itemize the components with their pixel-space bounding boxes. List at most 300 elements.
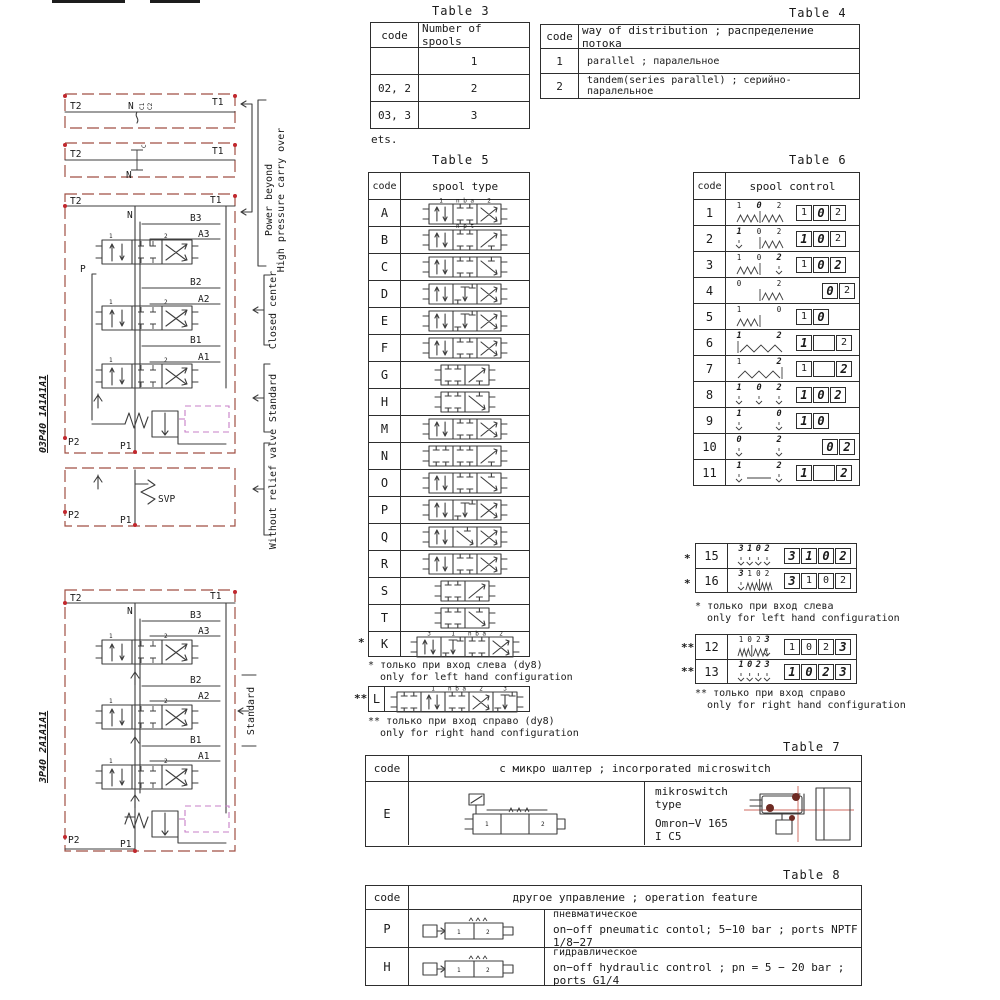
control-symbol: [726, 382, 792, 407]
table3-footnote: ets.: [371, 133, 398, 146]
svg-text:0: 0: [736, 278, 742, 288]
cell-code: Q: [369, 524, 401, 550]
port-label: C: [141, 144, 148, 148]
svg-text:2: 2: [776, 200, 782, 210]
svg-text:1: 1: [736, 408, 742, 419]
svg-text:3: 3: [764, 659, 770, 670]
cell-value: 3: [470, 108, 478, 122]
position-boxes: [792, 304, 859, 329]
cell-code: O: [369, 470, 401, 496]
svg-text:2: 2: [776, 226, 782, 236]
position-box: 0: [818, 548, 834, 564]
port-label: P2: [68, 437, 80, 448]
control-symbol: [726, 304, 792, 329]
port-label: B3: [190, 610, 202, 621]
cell-code: 02, 2: [371, 75, 419, 101]
spool-symbol: [401, 416, 529, 442]
table5-row-M: [369, 415, 529, 442]
table6-row-11: [694, 459, 859, 485]
cell-code: 15: [696, 544, 728, 568]
control-symbol: [726, 356, 792, 381]
table6-row-2: [694, 225, 859, 251]
position-box: 0: [813, 413, 829, 429]
svg-text:0: 0: [756, 568, 761, 578]
column-header: code: [369, 173, 401, 199]
valve-schematic: [409, 782, 645, 845]
footnote-mark: **: [681, 665, 695, 678]
port-label: N: [127, 606, 133, 617]
position-box: 0: [813, 205, 829, 221]
cell-code: T: [369, 605, 401, 631]
control-symbol: [726, 460, 792, 485]
side-label-standard: Standard: [246, 686, 257, 736]
table-4: [540, 24, 860, 99]
position-box: 1: [796, 465, 812, 481]
cell-code: D: [369, 281, 401, 307]
position-boxes: [780, 660, 856, 683]
table6-row-10: [694, 433, 859, 459]
port-label: SVP: [158, 494, 176, 505]
microswitch-model: Omron−V 165 I C5: [655, 816, 728, 843]
svg-text:0: 0: [776, 408, 782, 419]
feature-name-ru: пневматическое: [553, 908, 638, 920]
spool-symbol: [401, 605, 529, 631]
svg-text:0: 0: [736, 434, 742, 445]
position-box: 3: [784, 573, 800, 589]
spool-symbol: [401, 578, 529, 604]
position-box: 0: [818, 573, 834, 589]
port-label: T1: [212, 97, 224, 108]
cell-code: 1: [694, 200, 726, 225]
cell-code: 8: [694, 382, 726, 407]
spool-symbol: [401, 524, 529, 550]
table-row: [371, 47, 529, 74]
port-label: P1: [120, 515, 132, 526]
column-header: spool control: [749, 179, 836, 193]
side-label-closed-center: Closed center: [268, 270, 279, 350]
position-box: 0: [813, 231, 829, 247]
table-row: [371, 101, 529, 128]
cell-code: E: [369, 308, 401, 334]
port-label: A2: [198, 691, 210, 702]
table6-note-right: ** только при вход справо only for right hand configuration: [695, 688, 906, 711]
cell-code: 6: [694, 330, 726, 355]
option-box-without-relief: [63, 468, 235, 527]
svg-text:2: 2: [487, 197, 491, 205]
cell-code: 11: [694, 460, 726, 485]
cell-value: tandem(series parallel) ; серийно-паралельное: [587, 75, 792, 97]
table5-row-P: [369, 496, 529, 523]
svg-text:2: 2: [499, 630, 503, 638]
table6-row-3: [694, 251, 859, 277]
position-box: [813, 361, 835, 377]
footnote-mark: **: [681, 641, 695, 654]
table6-row-7: [694, 355, 859, 381]
position-boxes: [792, 226, 859, 251]
svg-text:3: 3: [503, 685, 507, 693]
cell-code: 03, 3: [371, 102, 419, 128]
position-boxes: [792, 408, 859, 433]
control-symbol: [726, 226, 792, 251]
cell-code: 3: [694, 252, 726, 277]
side-label-without-relief: Without relief valve: [268, 428, 279, 550]
cell-code: N: [369, 443, 401, 469]
valve-pos-label: 1: [484, 820, 489, 828]
column-header: spool type: [431, 179, 499, 193]
table7-title: Table 7: [783, 740, 841, 754]
cell-code: A: [369, 200, 401, 226]
port-label: P2: [68, 835, 80, 846]
port-label: N: [126, 170, 132, 181]
position-boxes: [780, 635, 856, 659]
table-row: [366, 909, 861, 947]
cropped-header-strip: [150, 0, 200, 3]
table-6: [693, 172, 860, 486]
port-label: P1: [120, 441, 132, 452]
cell-code: 2: [694, 226, 726, 251]
cell-value: parallel ; паралельное: [587, 55, 720, 67]
control-symbol: [728, 660, 780, 683]
table5-special-row-L: [368, 686, 530, 712]
spool-symbol: [401, 227, 529, 253]
position-box: 2: [835, 548, 851, 564]
svg-text:n b a: n b a: [447, 685, 467, 693]
table5-row-F: [369, 334, 529, 361]
table6-extra-left: [695, 543, 857, 593]
table6-row-8: [694, 381, 859, 407]
position-box: 2: [830, 257, 846, 273]
spool-symbol: [401, 551, 529, 577]
position-boxes: [792, 434, 859, 459]
valve-pos-label: 2: [485, 966, 490, 974]
svg-text:0: 0: [747, 635, 752, 644]
control-symbol: [726, 200, 792, 225]
valve-schematic: [409, 910, 545, 947]
port-label: B3: [190, 213, 202, 224]
svg-text:1: 1: [736, 382, 742, 393]
valve-pos-label: 2: [540, 820, 545, 828]
table6-row-15: [696, 544, 856, 568]
table5-row-B: [369, 226, 529, 253]
svg-text:2: 2: [776, 434, 782, 445]
table6-row-1: [694, 199, 859, 225]
position-box: 2: [836, 335, 852, 351]
table-row: [541, 48, 859, 73]
control-symbol: [726, 330, 792, 355]
cell-code: C: [369, 254, 401, 280]
position-box: 2: [839, 283, 855, 299]
port-label: T2: [70, 101, 82, 112]
position-box: 1: [801, 573, 817, 589]
main-valve-circuit: [63, 194, 237, 454]
table4-title: Table 4: [789, 6, 847, 20]
position-box: 1: [796, 361, 812, 377]
svg-text:2: 2: [776, 278, 782, 288]
table5-row-K: [369, 632, 529, 656]
cell-code: 5: [694, 304, 726, 329]
valve-pos-label: 2: [485, 928, 490, 936]
position-box: 0: [801, 664, 817, 680]
cell-code: 7: [694, 356, 726, 381]
svg-text:2: 2: [776, 460, 782, 471]
table6-row-4: [694, 277, 859, 303]
svg-text:0: 0: [776, 304, 782, 314]
port-label: T1: [212, 146, 224, 157]
position-box: 1: [796, 257, 812, 273]
port-label: B1: [190, 335, 202, 346]
spool-symbol: [401, 632, 529, 656]
position-boxes: [792, 200, 859, 225]
svg-text:3: 3: [427, 630, 431, 638]
svg-text:1: 1: [747, 544, 753, 554]
port-label: A3: [198, 229, 210, 240]
port-label: T2: [70, 196, 82, 207]
feature-spec: on−off pneumatic contol; 5−10 bar ; ports NPTF 1/8−27: [553, 922, 858, 949]
table6-row-13: [696, 659, 856, 683]
port-label: T2: [70, 149, 82, 160]
svg-text:0: 0: [756, 382, 762, 393]
svg-text:n b a: n b a: [455, 197, 475, 205]
position-box: 2: [830, 231, 846, 247]
port-label: A2: [198, 294, 210, 305]
cell-code: E: [366, 782, 409, 845]
position-boxes: [792, 252, 859, 277]
position-box: 1: [796, 335, 812, 351]
table5-row-D: [369, 280, 529, 307]
microswitch-type-label: mikroswitch type: [655, 784, 728, 811]
position-box: 0: [822, 283, 838, 299]
valve-pos-label: 1: [456, 966, 461, 974]
spool-symbol: [401, 362, 529, 388]
table-row: [541, 73, 859, 98]
port-label: A1: [198, 352, 210, 363]
table-5: [368, 172, 530, 632]
table5-row-Q: [369, 523, 529, 550]
port-label: P1: [120, 839, 132, 850]
cell-code: S: [369, 578, 401, 604]
svg-text:0: 0: [756, 226, 762, 236]
table5-row-G: [369, 361, 529, 388]
cell-code: H: [366, 948, 409, 985]
port-label: A3: [198, 626, 210, 637]
table6-title: Table 6: [789, 153, 847, 167]
table5-special-row-K: [368, 631, 530, 657]
svg-text:1: 1: [451, 630, 455, 638]
position-boxes: [792, 278, 859, 303]
svg-text:2: 2: [479, 685, 483, 693]
position-boxes: [792, 382, 859, 407]
spool-symbol: [401, 308, 529, 334]
svg-text:n b a: n b a: [467, 630, 487, 638]
position-box: 2: [818, 639, 834, 655]
column-header: с микро шалтер ; incorporated microswitch: [499, 762, 771, 775]
control-symbol: [726, 252, 792, 277]
table6-row-5: [694, 303, 859, 329]
column-header: Number of spools: [422, 22, 482, 48]
svg-text:0: 0: [755, 544, 761, 554]
table5-row-S: [369, 577, 529, 604]
position-box: 1: [796, 413, 812, 429]
svg-text:3: 3: [764, 635, 770, 645]
option-box-power-beyond: [63, 94, 237, 128]
table6-row-12: [696, 635, 856, 659]
position-box: 2: [836, 465, 852, 481]
cell-code: 9: [694, 408, 726, 433]
table-row: [371, 74, 529, 101]
svg-text:3: 3: [738, 568, 744, 579]
microswitch-drawing: [733, 782, 861, 845]
cell-code: 1: [541, 49, 579, 73]
cell-code: B: [369, 227, 401, 253]
hydraulic-diagram-top: 1 2 T2 N T1 C1 C2 T2 C N T1 T2 T1 N B3 A3 P B2 A2 B1 A1 P2 P1 SVP P2 P1 03P40 1A1A1A1 Power beyond High pressure carry over Closed center Standard Without relief valve: [37, 81, 287, 550]
side-label-power-beyond: Power beyond: [264, 163, 275, 237]
column-header: code: [366, 886, 409, 909]
port-label: C2: [147, 102, 154, 110]
valve-pos-label: 1: [456, 928, 461, 936]
cell-code: P: [366, 910, 409, 947]
table-row: [366, 947, 861, 985]
side-label-standard: Standard: [268, 373, 279, 423]
table3-title: Table 3: [432, 4, 490, 18]
svg-text:2: 2: [764, 568, 770, 578]
table6-row-16: [696, 568, 856, 592]
cell-code: 13: [696, 660, 728, 683]
position-boxes: [780, 544, 856, 568]
control-symbol: [728, 635, 780, 659]
spool-symbol: [401, 497, 529, 523]
position-box: 1: [796, 231, 812, 247]
control-symbol: [726, 434, 792, 459]
svg-text:2: 2: [776, 382, 782, 393]
spool-symbol: [401, 389, 529, 415]
table5-row-T: [369, 604, 529, 631]
footnote-mark: *: [684, 577, 691, 590]
svg-text:2: 2: [776, 330, 782, 341]
svg-text:1: 1: [736, 304, 742, 314]
table-7: [365, 755, 862, 847]
position-box: 3: [784, 548, 800, 564]
port-label: N: [128, 101, 134, 112]
cell-code: [371, 48, 419, 74]
column-header: way of distribution ; распределение потока: [582, 23, 814, 50]
svg-text:1: 1: [747, 568, 752, 578]
svg-text:1: 1: [738, 659, 744, 670]
position-boxes: [780, 569, 856, 592]
port-label: T1: [210, 195, 222, 206]
position-box: 1: [784, 639, 800, 655]
position-box: [813, 465, 835, 481]
cell-code: 12: [696, 635, 728, 659]
hydraulic-diagram-bottom: [30, 583, 292, 875]
port-label: P2: [68, 510, 80, 521]
cell-code: M: [369, 416, 401, 442]
table6-row-9: [694, 407, 859, 433]
position-box: 1: [796, 309, 812, 325]
table5-title: Table 5: [432, 153, 490, 167]
position-box: 0: [813, 387, 829, 403]
svg-text:0: 0: [747, 659, 753, 670]
spool-symbol: [401, 470, 529, 496]
position-box: 2: [836, 361, 852, 377]
cell-code: R: [369, 551, 401, 577]
cropped-header-strip: [52, 0, 125, 3]
position-box: 2: [839, 439, 855, 455]
spool-symbol: [401, 443, 529, 469]
control-symbol: [726, 408, 792, 433]
svg-text:2: 2: [776, 252, 782, 263]
svg-text:3: 3: [738, 544, 744, 554]
port-label: N: [127, 210, 133, 221]
option-box-closed-center: [63, 143, 237, 181]
table5-row-L: [369, 687, 529, 711]
table5-note-left: * только при вход слева (dу8) only for left hand configuration: [368, 660, 573, 683]
svg-text:1: 1: [736, 330, 742, 341]
table5-row-O: [369, 469, 529, 496]
spool-symbol: [401, 197, 529, 230]
svg-text:0: 0: [756, 252, 762, 262]
table5-note-right: ** только при вход справо (dу8) only for right hand configuration: [368, 716, 579, 739]
spool-symbol: [401, 254, 529, 280]
position-box: 3: [835, 639, 851, 655]
position-box: [813, 335, 835, 351]
table5-row-H: [369, 388, 529, 415]
feature-spec: on−off hydraulic control ; pn = 5 − 20 bar ; ports G1/4: [553, 960, 845, 987]
port-label: C1: [139, 102, 146, 110]
table5-row-C: [369, 253, 529, 280]
position-box: 0: [813, 257, 829, 273]
port-label: A1: [198, 751, 210, 762]
table-8: [365, 885, 862, 986]
position-box: 1: [796, 387, 812, 403]
port-label: T1: [210, 591, 222, 602]
cell-code: K: [369, 632, 401, 656]
port-label: P: [80, 264, 86, 275]
svg-text:2: 2: [755, 659, 761, 670]
cell-code: 10: [694, 434, 726, 459]
table6-row-6: [694, 329, 859, 355]
diagram-title: 3P40 2A1A1A1: [38, 710, 49, 783]
svg-text:1: 1: [431, 685, 435, 693]
position-boxes: [792, 330, 859, 355]
svg-text:1: 1: [738, 635, 744, 644]
side-label-carry-over: High pressure carry over: [276, 127, 287, 273]
cell-code: P: [369, 497, 401, 523]
cell-code: 2: [541, 74, 579, 98]
position-box: 2: [830, 387, 846, 403]
table8-title: Table 8: [783, 868, 841, 882]
cell-code: 4: [694, 278, 726, 303]
svg-text:1: 1: [736, 226, 742, 237]
column-header: code: [541, 25, 579, 48]
position-boxes: [792, 356, 859, 381]
svg-text:1: 1: [736, 356, 742, 366]
table-row: [366, 781, 861, 845]
position-box: 0: [801, 639, 817, 655]
table6-extra-right: [695, 634, 857, 684]
table6-note-left: * только при вход слева only for left hand configuration: [695, 601, 900, 624]
table5-row-R: [369, 550, 529, 577]
cell-code: L: [369, 687, 385, 711]
svg-text:1: 1: [736, 252, 742, 262]
position-boxes: [792, 460, 859, 485]
control-symbol: [728, 544, 780, 568]
position-box: 0: [813, 309, 829, 325]
column-header: другое управление ; operation feature: [512, 891, 758, 904]
spool-symbol: [401, 335, 529, 361]
svg-text:1: 1: [439, 197, 443, 205]
port-label: B2: [190, 675, 202, 686]
cell-code: 16: [696, 569, 728, 592]
